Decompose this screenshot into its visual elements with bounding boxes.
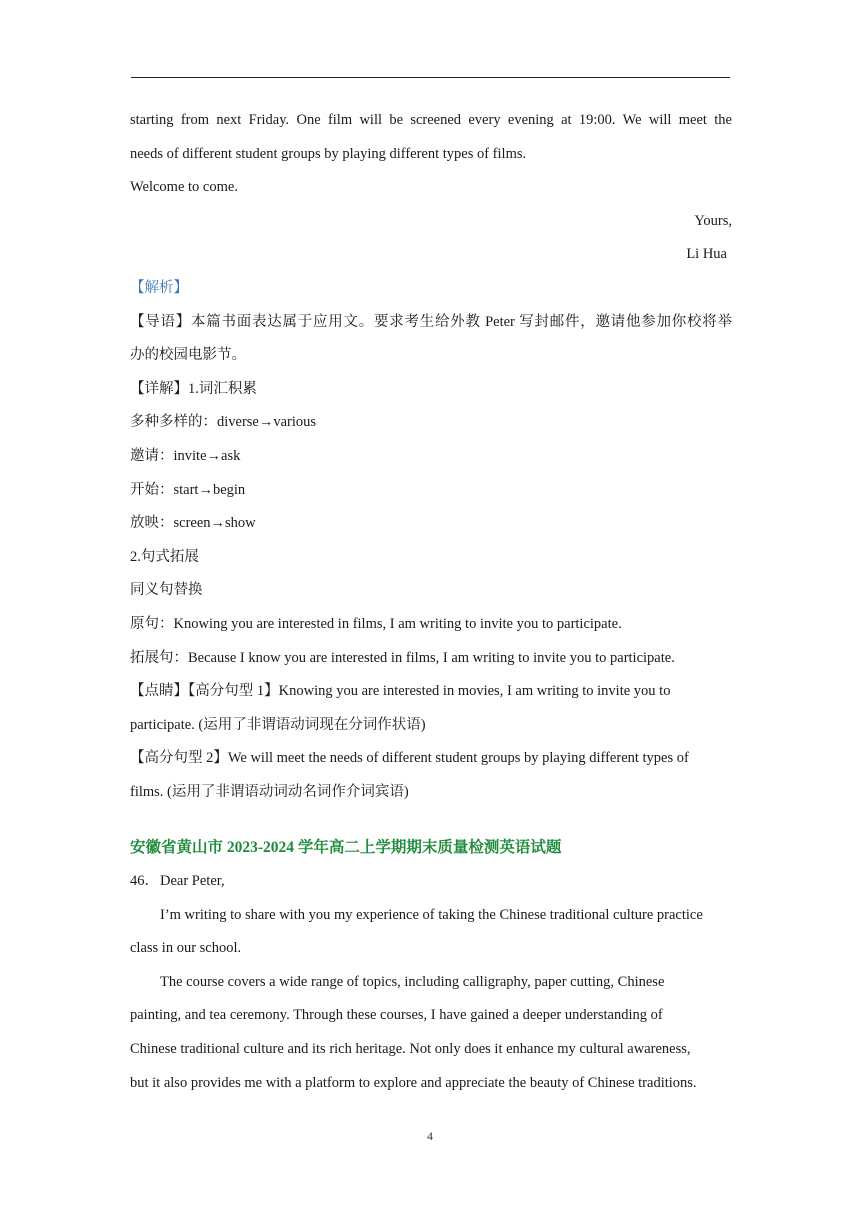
detail-title: 【详解】1.词汇积累: [130, 380, 257, 397]
highlight-sentence: 【点睛】【高分句型 1】Knowing you are interested in movies, I am writing to invite you to: [130, 683, 671, 700]
highlight-sentence: films. (运用了非谓语动词动名词作介词宾语): [130, 783, 409, 800]
letter-closing: Yours,: [694, 212, 732, 229]
section-title: 安徽省黄山市 2023-2024 学年高二上学期期末质量检测英语试题: [130, 839, 562, 857]
vocab-item: 邀请：invite→ask: [130, 447, 241, 464]
page-content: [130, 104, 732, 1100]
expanded-sentence: 拓展句：Because I know you are interested in films, I am writing to invite you to participate.: [130, 649, 675, 666]
guide-text: 办的校园电影节。: [130, 347, 246, 364]
vocab-item: 多种多样的：diverse→various: [130, 414, 317, 431]
paragraph-line: I’m writing to share with you my experience of taking the Chinese traditional culture practice: [160, 906, 703, 923]
highlight-sentence: participate. (运用了非谓语动词现在分词作状语): [130, 716, 426, 733]
paragraph-line: painting, and tea ceremony. Through these courses, I have gained a deeper understanding of: [130, 1007, 663, 1024]
letter-line: needs of different student groups by playing different types of films.: [130, 145, 527, 162]
page-number: 4: [427, 1129, 433, 1143]
paragraph-line: but it also provides me with a platform to explore and appreciate the beauty of Chinese traditions.: [130, 1074, 697, 1091]
paragraph-line: class in our school.: [130, 940, 242, 957]
question-line: [130, 865, 732, 899]
synonym-title: 同义句替换: [130, 582, 203, 599]
sentence-title: 2.句式拓展: [130, 548, 199, 565]
letter-line: starting from next Friday. One film will be screened every evening at 19:00. We will meet the: [130, 112, 732, 128]
section-gap: [130, 809, 732, 831]
letter-signature: Li Hua: [686, 246, 727, 263]
vocab-item: 放映：screen→show: [130, 515, 256, 532]
analysis-heading: 【解析】: [130, 279, 188, 296]
original-sentence: 原句：Knowing you are interested in films, I am writing to invite you to participate.: [130, 615, 622, 632]
guide-text: 【导语】本篇书面表达属于应用文。要求考生给外教 Peter 写封邮件，邀请他参加你校将举: [130, 313, 732, 330]
paragraph-line: Chinese traditional culture and its rich heritage. Not only does it enhance my cultural awareness,: [130, 1041, 691, 1058]
header-rule: [131, 77, 730, 78]
letter-line: Welcome to come.: [130, 179, 238, 196]
paragraph-line: The course covers a wide range of topics, including calligraphy, paper cutting, Chinese: [160, 973, 665, 990]
salutation: Dear Peter,: [160, 873, 225, 890]
question-number: 46．: [130, 873, 159, 890]
highlight-sentence: 【高分句型 2】We will meet the needs of different student groups by playing different types of: [130, 750, 689, 767]
vocab-item: 开始：start→begin: [130, 481, 246, 498]
